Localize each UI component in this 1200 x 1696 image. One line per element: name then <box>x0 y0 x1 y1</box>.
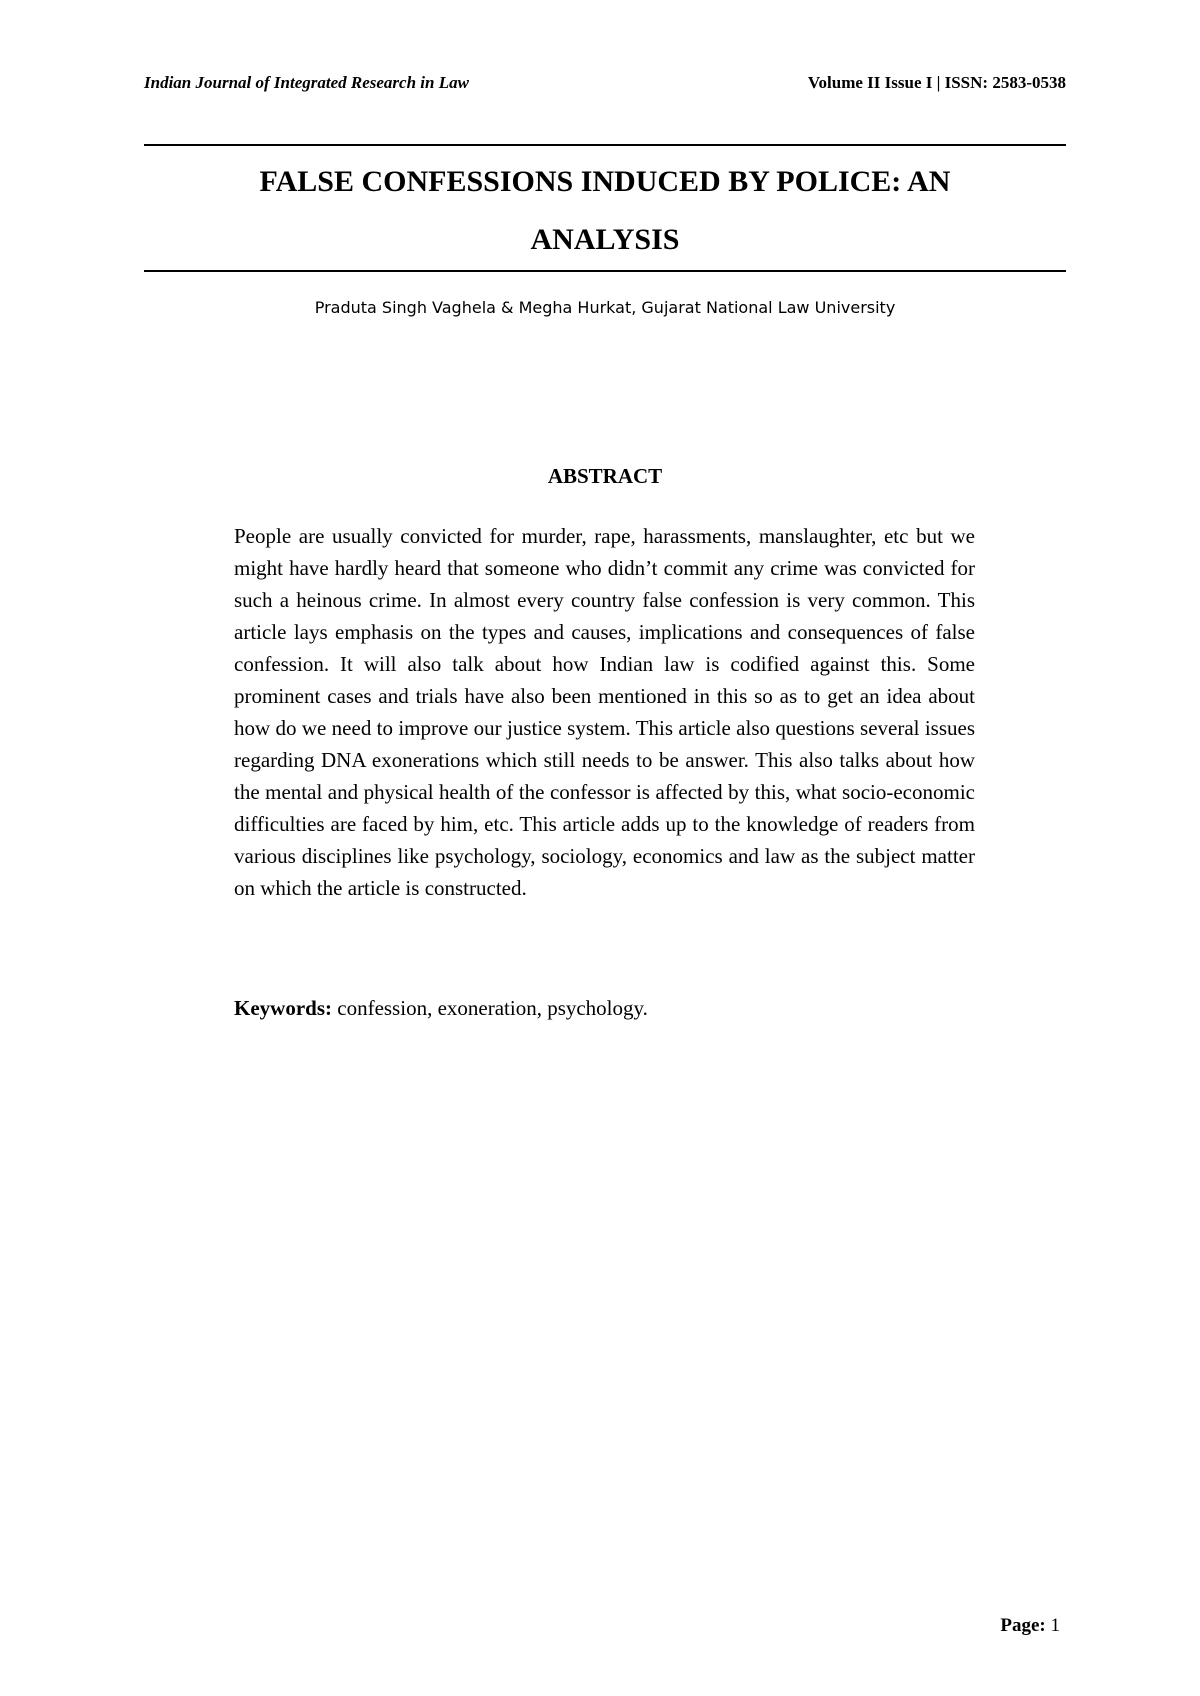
keywords <box>234 992 975 1024</box>
article-title-line-2: ANALYSIS <box>530 223 680 256</box>
page-number-value: 1 <box>1045 1615 1060 1636</box>
abstract-text: People are usually convicted for murder, rape, harassments, manslaughter, etc but we might have hardly heard that someone who didn’t commit any crime was convicted for such a heinous crime. In almost every country false confession is very common. This article lays emphasis on the types and causes, implications and consequences of false confession. It will also talk about how Indian law is codified against this. Some prominent cases and trials have also been mentioned in this so as to get an idea about how do we need to improve our justice system. This article also questions several issues regarding DNA exonerations which still needs to be answer. This also talks about how the mental and physical health of the confessor is affected by this, what socio-economic difficulties are faced by him, etc. This article adds up to the knowledge of readers from various disciplines like psychology, sociology, economics and law as the subject matter on which the article is constructed. <box>234 524 975 900</box>
running-header <box>144 73 1066 99</box>
abstract-heading: ABSTRACT <box>547 464 663 488</box>
title-top-rule <box>144 144 1066 146</box>
article-title <box>144 153 1066 269</box>
article-title-line-1: FALSE CONFESSIONS INDUCED BY POLICE: AN <box>259 165 951 198</box>
keywords-text: confession, exoneration, psychology. <box>332 996 648 1020</box>
title-bottom-rule <box>144 270 1066 272</box>
keywords-label: Keywords: <box>234 996 332 1020</box>
volume-issn: Volume II Issue I | ISSN: 2583-0538 <box>807 73 1066 92</box>
author-affiliation: Praduta Singh Vaghela & Megha Hurkat, Gujarat National Law University <box>314 298 896 317</box>
page-number <box>1000 1615 1060 1637</box>
journal-name: Indian Journal of Integrated Research in Law <box>144 73 469 92</box>
page-label: Page: <box>1000 1615 1046 1636</box>
